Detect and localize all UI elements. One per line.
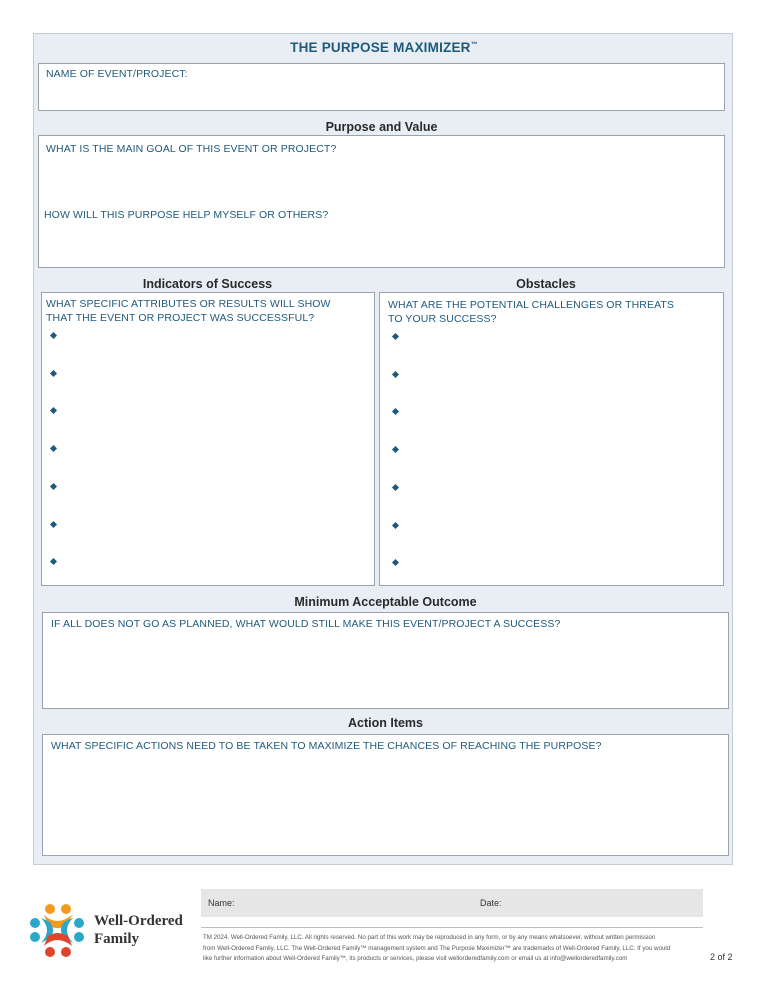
page-number: 2 of 2 bbox=[710, 952, 733, 962]
purpose-heading: Purpose and Value bbox=[325, 120, 438, 134]
legal-notice: TM 2024. Well-Ordered Family, LLC. All rights reserved. No part of this work may be reproduced in any form, or by any means whatsoever, without written permission from Well-Ordered Family, LLC. The Well-Ordered Family™ management system and The Purpose Maximizer™ are trademarks of Well-Ordered Family, LLC. If you would like further information about Well-Ordered Family™, its products or services, please visit wellorderedfamily.com or email us at info@wellorderedfamily.com bbox=[203, 934, 671, 962]
obstacles-field[interactable] bbox=[379, 292, 724, 586]
minimum-outcome-question: IF ALL DOES NOT GO AS PLANNED, WHAT WOULD STILL MAKE THIS EVENT/PROJECT A SUCCESS? bbox=[51, 618, 561, 630]
minimum-outcome-heading: Minimum Acceptable Outcome bbox=[294, 595, 477, 609]
name-of-event-label: NAME OF EVENT/PROJECT: bbox=[46, 68, 188, 80]
indicators-field[interactable] bbox=[41, 292, 375, 586]
indicators-question: WHAT SPECIFIC ATTRIBUTES OR RESULTS WILL SHOW THAT THE EVENT OR PROJECT WAS SUCCESSFUL? bbox=[46, 298, 331, 324]
obstacles-heading: Obstacles bbox=[516, 277, 576, 291]
well-ordered-family-logo bbox=[26, 901, 88, 959]
purpose-question-goal: WHAT IS THE MAIN GOAL OF THIS EVENT OR PROJECT? bbox=[46, 143, 337, 155]
action-items-heading: Action Items bbox=[347, 716, 423, 730]
date-label: Date: bbox=[480, 898, 502, 908]
obstacles-question: WHAT ARE THE POTENTIAL CHALLENGES OR THREATS TO YOUR SUCCESS? bbox=[388, 299, 675, 325]
indicators-heading: Indicators of Success bbox=[142, 277, 273, 291]
purpose-question-help: HOW WILL THIS PURPOSE HELP MYSELF OR OTHERS? bbox=[44, 209, 329, 221]
page-title: THE PURPOSE MAXIMIZER™ bbox=[290, 40, 478, 55]
action-items-question: WHAT SPECIFIC ACTIONS NEED TO BE TAKEN TO MAXIMIZE THE CHANCES OF REACHING THE PURPOSE? bbox=[51, 740, 602, 752]
footer-divider bbox=[201, 927, 703, 928]
brand-name: Well-Ordered Family bbox=[94, 913, 183, 947]
name-date-bar[interactable] bbox=[201, 889, 703, 917]
name-label: Name: bbox=[208, 898, 235, 908]
